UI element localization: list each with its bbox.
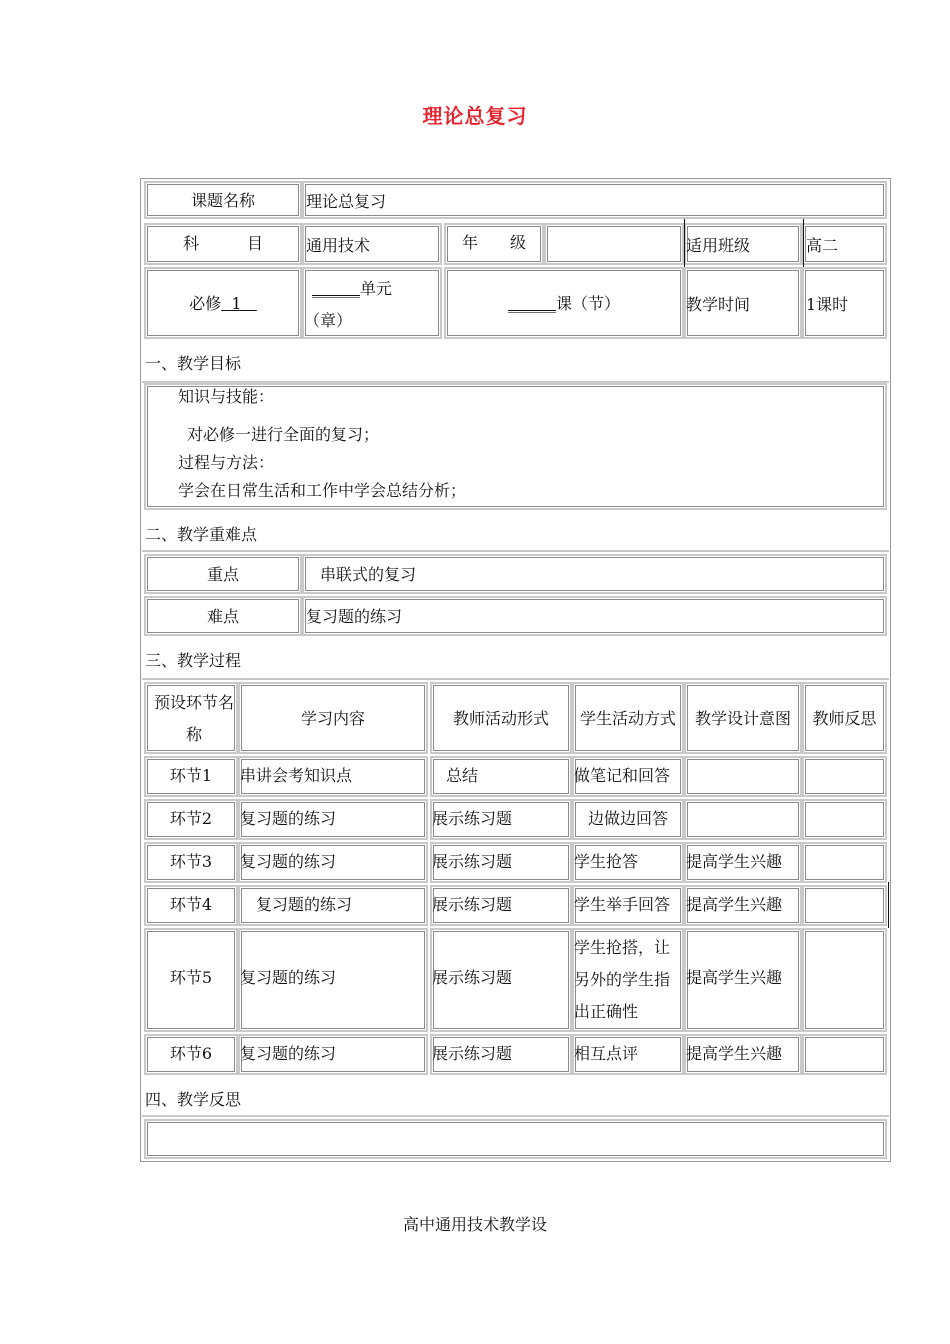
key-value: 串联式的复习 (320, 565, 417, 584)
goal-line: 学会在日常生活和工作中学会总结分析； (178, 481, 467, 500)
process-cell-text: 复习题的练习 (256, 895, 353, 914)
divider-line (684, 219, 685, 267)
process-header-student (572, 682, 684, 754)
lesson-cell (444, 267, 684, 339)
process-cell-content (238, 1034, 428, 1075)
process-cell-intent (684, 885, 802, 926)
process-header-teacher (430, 682, 572, 754)
process-cell-text: 环节2 (169, 809, 213, 828)
process-header-content (238, 682, 428, 754)
unit-cell (302, 267, 442, 339)
page-footer: 高中通用技术教学设 (402, 1215, 547, 1234)
process-cell-teacher (430, 928, 572, 1032)
section-goals-title: 一、教学目标 (145, 354, 242, 373)
unit-sub: （章） (304, 311, 353, 330)
subject-label-cell (144, 223, 302, 265)
process-cell-text: 串讲会考知识点 (240, 766, 353, 785)
subject-label: 科 目 (182, 234, 263, 253)
process-cell-content (238, 799, 428, 840)
goals-body (144, 383, 887, 510)
time-value: 1课时 (806, 295, 849, 314)
class-value: 高二 (806, 236, 839, 255)
process-cell-text: 复习题的练习 (240, 1044, 337, 1063)
process-cell-step (144, 885, 238, 926)
topic-label-cell (144, 181, 302, 219)
process-header-reflect (802, 682, 887, 754)
process-cell-content (238, 842, 428, 883)
process-cell-text: 展示练习题 (432, 968, 513, 987)
time-value-cell (802, 267, 887, 339)
diff-label: 难点 (206, 607, 239, 626)
goal-line: 知识与技能： (178, 387, 275, 406)
class-value-cell (802, 223, 887, 265)
diff-label-cell (144, 596, 302, 636)
process-header-label: 学生活动方式 (579, 709, 676, 728)
diff-value-cell (302, 596, 887, 636)
section-reflection (142, 1077, 889, 1117)
process-header-label: 预设环节名称 (153, 693, 234, 744)
subject-value-cell (302, 223, 442, 265)
process-cell-step (144, 928, 238, 1032)
process-cell-teacher (430, 885, 572, 926)
key-label: 重点 (206, 565, 239, 584)
process-cell-text: 提高学生兴趣 (686, 968, 783, 987)
topic-value-cell (302, 181, 887, 219)
required-cell (144, 267, 302, 339)
process-cell-text: 提高学生兴趣 (686, 1044, 783, 1063)
process-header-label: 教学设计意图 (694, 709, 791, 728)
process-cell-student (572, 842, 684, 883)
process-cell-content (238, 885, 428, 926)
topic-label: 课题名称 (190, 191, 255, 210)
required-number: 1 (231, 294, 242, 313)
process-cell-student (572, 928, 684, 1032)
process-cell-teacher (430, 756, 572, 797)
reflection-body (144, 1119, 887, 1159)
page-title: 理论总复习 (422, 104, 528, 128)
class-label: 适用班级 (686, 236, 751, 255)
divider-line (888, 882, 889, 928)
process-cell-text: 复习题的练习 (240, 809, 337, 828)
divider-line (803, 219, 804, 267)
section-keypoints-title: 二、教学重难点 (145, 525, 258, 544)
process-cell-text: 学生抢答 (574, 852, 639, 871)
grade-label-cell (444, 223, 544, 265)
process-cell-text: 展示练习题 (432, 852, 513, 871)
process-cell-text: 环节4 (169, 895, 213, 914)
process-cell-text: 提高学生兴趣 (686, 852, 783, 871)
process-cell-reflect (802, 885, 887, 926)
process-cell-text: 提高学生兴趣 (686, 895, 783, 914)
process-cell-intent (684, 1034, 802, 1075)
subject-value: 通用技术 (306, 236, 371, 255)
process-cell-text: 做笔记和回答 (574, 766, 671, 785)
time-label: 教学时间 (686, 295, 751, 314)
process-cell-text: 总结 (446, 766, 479, 785)
key-label-cell (144, 554, 302, 594)
required-label (189, 294, 257, 313)
time-label-cell (684, 267, 802, 339)
process-cell-content (238, 756, 428, 797)
goal-line: 过程与方法： (178, 453, 275, 472)
section-process-title: 三、教学过程 (145, 651, 242, 670)
process-header-label: 教师反思 (812, 709, 877, 728)
process-cell-text: 学生举手回答 (574, 895, 671, 914)
process-cell-step (144, 1034, 238, 1075)
topic-value: 理论总复习 (306, 192, 387, 211)
process-cell-text: 复习题的练习 (240, 968, 337, 987)
process-cell-reflect (802, 928, 887, 1032)
process-cell-teacher (430, 799, 572, 840)
grade-value-cell (544, 223, 684, 265)
goal-line: 对必修一进行全面的复习； (187, 425, 380, 444)
process-cell-student (572, 799, 684, 840)
process-cell-text: 环节3 (169, 852, 213, 871)
process-cell-text: 环节5 (169, 968, 213, 987)
process-cell-reflect (802, 799, 887, 840)
process-cell-text: 展示练习题 (432, 809, 513, 828)
process-header-label: 学习内容 (300, 709, 365, 728)
process-cell-reflect (802, 1034, 887, 1075)
process-cell-step (144, 799, 238, 840)
section-goals (142, 341, 889, 383)
process-cell-step (144, 842, 238, 883)
process-header-label: 教师活动形式 (452, 709, 549, 728)
process-cell-text: 环节1 (169, 766, 213, 785)
process-cell-text: 学生抢搭，让另外的学生指出正确性 (574, 938, 671, 1021)
diff-value: 复习题的练习 (306, 607, 403, 626)
process-cell-teacher (430, 1034, 572, 1075)
class-label-cell (684, 223, 802, 265)
process-header-step (144, 682, 238, 754)
process-cell-intent (684, 756, 802, 797)
process-cell-intent (684, 842, 802, 883)
process-cell-reflect (802, 842, 887, 883)
process-cell-intent (684, 928, 802, 1032)
process-cell-student (572, 885, 684, 926)
section-keypoints (142, 512, 889, 552)
process-cell-text: 相互点评 (574, 1044, 639, 1063)
key-value-cell (302, 554, 887, 594)
process-cell-text: 复习题的练习 (240, 852, 337, 871)
process-cell-text: 展示练习题 (432, 895, 513, 914)
process-cell-text: 展示练习题 (432, 1044, 513, 1063)
required-prefix: 必修 (189, 294, 222, 313)
unit-label: ______单元 (312, 279, 393, 298)
section-process (142, 638, 889, 680)
section-reflection-title: 四、教学反思 (145, 1090, 242, 1109)
process-cell-text: 边做边回答 (588, 809, 669, 828)
lesson-label: ______课（节） (507, 294, 620, 313)
process-cell-step (144, 756, 238, 797)
process-header-intent (684, 682, 802, 754)
process-cell-student (572, 756, 684, 797)
process-cell-reflect (802, 756, 887, 797)
process-cell-student (572, 1034, 684, 1075)
process-cell-text: 环节6 (169, 1044, 213, 1063)
process-cell-teacher (430, 842, 572, 883)
grade-label: 年 级 (462, 233, 527, 252)
process-cell-intent (684, 799, 802, 840)
process-cell-content (238, 928, 428, 1032)
